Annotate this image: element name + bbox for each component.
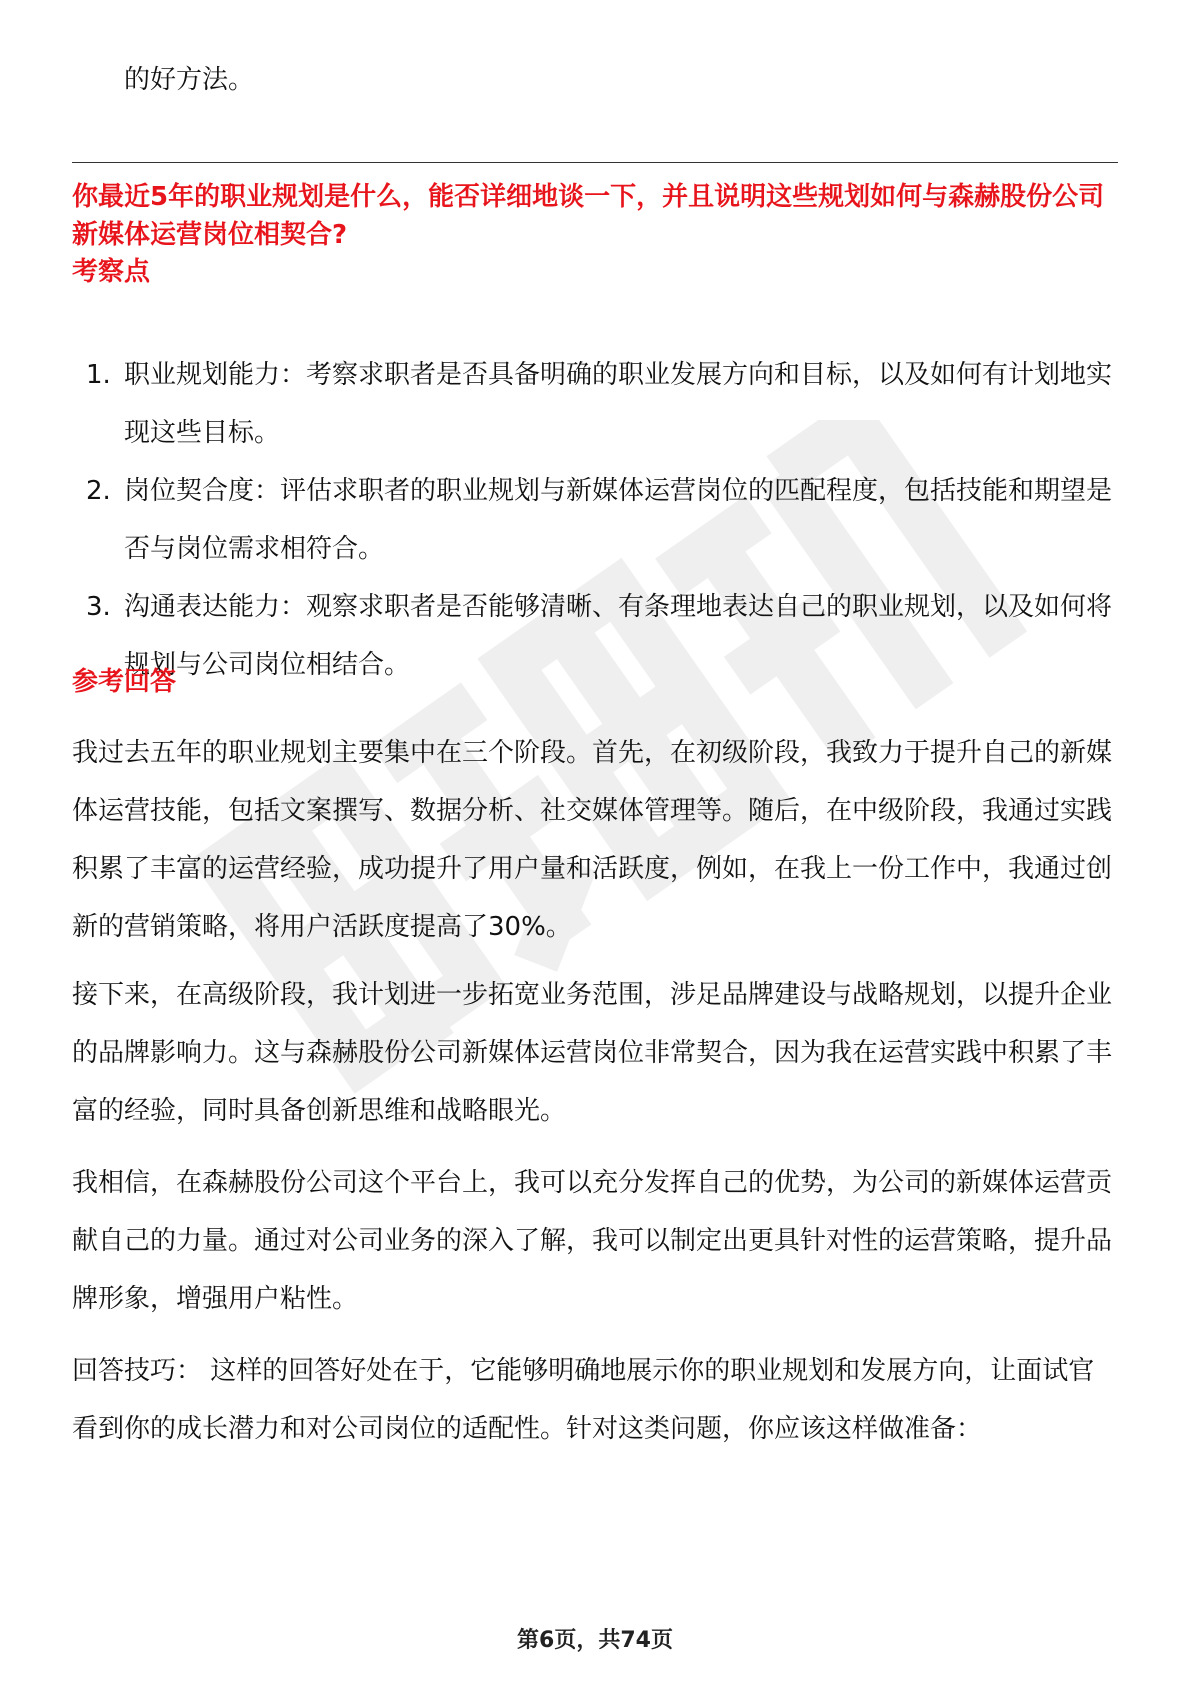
question-heading: 你最近5年的职业规划是什么，能否详细地谈一下，并且说明这些规划如何与森赫股份公司新媒体运营岗位相契合? [72, 182, 1105, 250]
continuation-text: 的好方法。 [124, 65, 255, 95]
exam-point-text: 沟通表达能力：观察求职者是否能够清晰、有条理地表达自己的职业规划，以及如何将规划与公司岗位相结合。 [124, 592, 1113, 680]
exam-point-number: 2. [86, 476, 111, 506]
exam-points-title: 考察点 [72, 257, 151, 287]
answer-paragraph: 接下来，在高级阶段，我计划进一步拓宽业务范围，涉足品牌建设与战略规划，以提升企业的品牌影响力。这与森赫股份公司新媒体运营岗位非常契合，因为我在运营实践中积累了丰富的经验，同时具备创新思维和战略眼光。 [72, 980, 1113, 1126]
exam-point-item [72, 346, 1118, 462]
exam-point-number: 1. [86, 360, 111, 390]
answer-tip-paragraph: 回答技巧： 这样的回答好处在于，它能够明确地展示你的职业规划和发展方向，让面试官看到你的成长潜力和对公司岗位的适配性。针对这类问题，你应该这样做准备： [72, 1356, 1095, 1444]
exam-point-number: 3. [86, 592, 111, 622]
reference-answer-title: 参考回答 [72, 667, 177, 697]
section-divider [72, 162, 1118, 163]
exam-points-list [72, 346, 1118, 694]
exam-point-text: 岗位契合度：评估求职者的职业规划与新媒体运营岗位的匹配程度，包括技能和期望是否与岗位需求相符合。 [124, 476, 1113, 564]
exam-point-item [72, 462, 1118, 578]
page-footer: 第6页，共74页 [517, 1628, 673, 1653]
answer-paragraph: 我相信，在森赫股份公司这个平台上，我可以充分发挥自己的优势，为公司的新媒体运营贡献自己的力量。通过对公司业务的深入了解，我可以制定出更具针对性的运营策略，提升品牌形象，增强用户粘性。 [72, 1168, 1113, 1314]
exam-point-item [72, 578, 1118, 694]
answer-paragraph: 我过去五年的职业规划主要集中在三个阶段。首先，在初级阶段，我致力于提升自己的新媒体运营技能，包括文案撰写、数据分析、社交媒体管理等。随后，在中级阶段，我通过实践积累了丰富的运营经验，成功提升了用户量和活跃度，例如，在我上一份工作中，我通过创新的营销策略，将用户活跃度提高了30%。 [72, 738, 1113, 942]
exam-point-text: 职业规划能力：考察求职者是否具备明确的职业发展方向和目标，以及如何有计划地实现这些目标。 [124, 360, 1113, 448]
